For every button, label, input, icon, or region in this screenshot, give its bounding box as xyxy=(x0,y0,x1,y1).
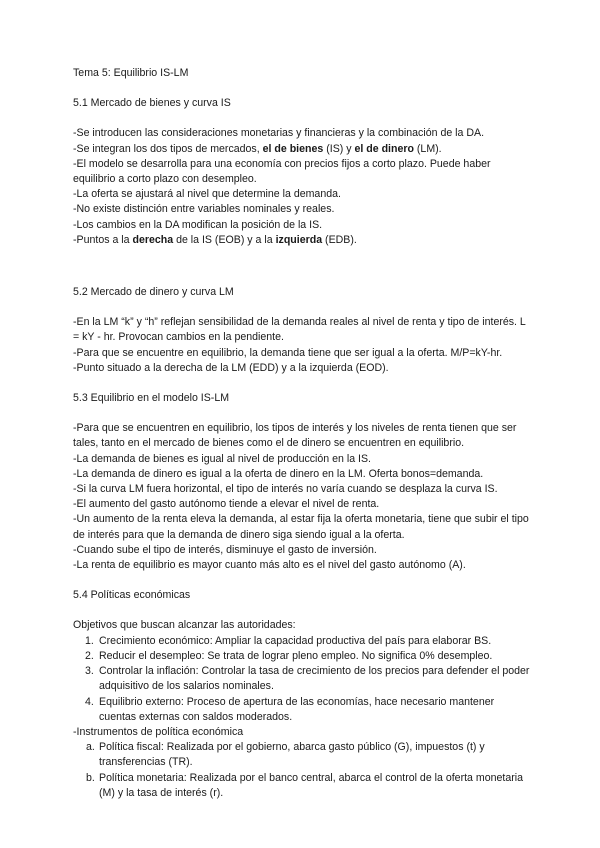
list-item xyxy=(73,695,533,725)
text-line: -El modelo se desarrolla para una economía con precios fijos a corto plazo. Puede haber equilibrio a corto plazo con desempleo. xyxy=(73,157,491,186)
text-line: -Los cambios en la DA modifican la posición de la IS. xyxy=(73,218,323,231)
text-line: -Puntos a la derecha de la IS (EOB) y a la izquierda (EDB). xyxy=(73,233,357,246)
bold-text: izquierda xyxy=(275,233,323,246)
text-line: -No existe distinción entre variables nominales y reales. xyxy=(73,203,335,216)
section-heading-5-2: 5.2 Mercado de dinero y curva LM xyxy=(73,286,234,299)
list-item-text: Equilibrio externo: Proceso de apertura de las economías, hace necesario mantener cuentas externas con saldos moderados. xyxy=(99,695,495,723)
list-item-text: Controlar la inflación: Controlar la tasa de crecimiento de los precios para defender el poder adquisitivo de los salarios nominales. xyxy=(99,665,530,693)
text-line: -Instrumentos de política económica xyxy=(73,725,244,738)
text-line: -Un aumento de la renta eleva la demanda, al estar fija la oferta monetaria, tiene que subir el tipo de interés para que la demanda de dinero siga siendo igual a la oferta. xyxy=(73,513,529,541)
text-line: -En la LM “k” y “h” reflejan sensibilidad de la demanda reales al nivel de renta y tipo de interés. L = kY - hr. Provocan cambios en la pendiente. xyxy=(73,316,526,344)
text-line: -Si la curva LM fuera horizontal, el tipo de interés no varía cuando se desplaza la curva IS. xyxy=(73,483,498,496)
document-title: Tema 5: Equilibrio IS-LM xyxy=(73,67,189,79)
list-item xyxy=(73,740,533,770)
text-line: -Se introducen las consideraciones monetarias y financieras y la combinación de la DA. xyxy=(73,127,485,140)
list-item-text: Política fiscal: Realizada por el gobierno, abarca gasto público (G), impuestos (t) y transferencias (TR). xyxy=(99,741,485,769)
list-item xyxy=(73,771,533,801)
section-heading-5-4: 5.4 Políticas económicas xyxy=(73,589,191,602)
list-item-text: Reducir el desempleo: Se trata de lograr pleno empleo. No significa 0% desempleo. xyxy=(99,649,493,662)
bold-text: el de dinero xyxy=(354,142,414,155)
text-line: -Para que se encuentren en equilibrio, los tipos de interés y los niveles de renta tienen que ser tales, tanto en el mercado de bienes como el de dinero se encuentren en equilibrio. xyxy=(73,422,517,450)
section-heading-5-1: 5.1 Mercado de bienes y curva IS xyxy=(73,97,231,110)
instrumentos-list xyxy=(73,740,533,801)
text-line: -Se integran los dos tipos de mercados, el de bienes (IS) y el de dinero (LM). xyxy=(73,142,442,155)
text-line: -La renta de equilibrio es mayor cuanto más alto es el nivel del gasto autónomo (A). xyxy=(73,559,466,572)
text-line: Objetivos que buscan alcanzar las autoridades: xyxy=(73,619,296,632)
text-line: -El aumento del gasto autónomo tiende a elevar el nivel de renta. xyxy=(73,498,380,511)
text-line: -La demanda de bienes es igual al nivel de producción en la IS. xyxy=(73,452,372,465)
bold-text: derecha xyxy=(132,233,174,246)
list-marker: 4. xyxy=(85,695,94,708)
list-item xyxy=(73,649,533,664)
text-line: -Punto situado a la derecha de la LM (EDD) y a la izquierda (EOD). xyxy=(73,361,389,374)
list-marker: 2. xyxy=(85,649,94,662)
list-item-text: Política monetaria: Realizada por el banco central, abarca el control de la oferta monetaria (M) y la tasa de interés (r). xyxy=(99,771,523,799)
text-line: -La oferta se ajustará al nivel que determine la demanda. xyxy=(73,188,341,201)
list-marker: 1. xyxy=(85,634,94,647)
list-item xyxy=(73,634,533,649)
document-body xyxy=(73,66,533,801)
list-marker: a. xyxy=(86,741,95,754)
text-line: -Para que se encuentre en equilibrio, la demanda tiene que ser igual a la oferta. M/P=kY-hr. xyxy=(73,346,503,359)
text-line: -La demanda de dinero es igual a la oferta de dinero en la LM. Oferta bonos=demanda. xyxy=(73,467,484,480)
list-item-text: Crecimiento económico: Ampliar la capacidad productiva del país para elaborar BS. xyxy=(99,634,492,647)
text-line: -Cuando sube el tipo de interés, disminuye el gasto de inversión. xyxy=(73,543,377,556)
list-marker: 3. xyxy=(85,665,94,678)
bold-text: el de bienes xyxy=(262,142,324,155)
list-item xyxy=(73,664,533,694)
objetivos-list xyxy=(73,634,533,725)
section-heading-5-3: 5.3 Equilibrio en el modelo IS-LM xyxy=(73,392,230,405)
list-marker: b. xyxy=(86,771,95,784)
